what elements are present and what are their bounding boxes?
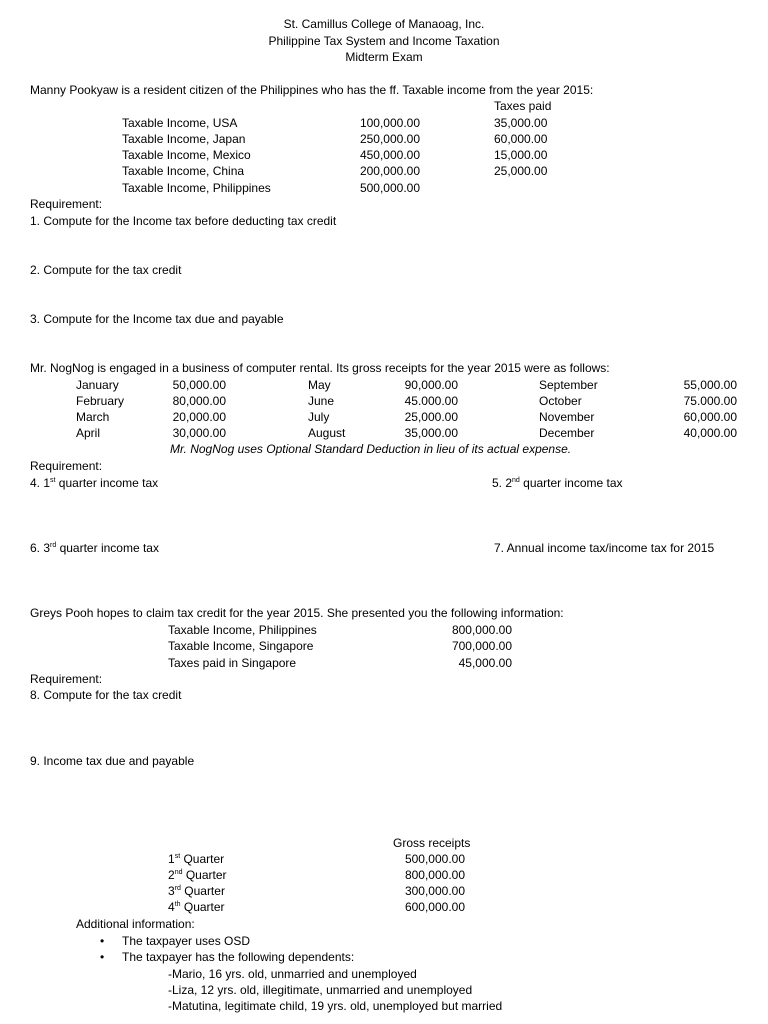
quarter-label: 3rd Quarter (168, 884, 225, 898)
month-value: 50,000.00 (172, 378, 226, 392)
month-label: August (308, 426, 346, 440)
month-label: September (539, 378, 598, 392)
info-value: 700,000.00 (451, 639, 512, 653)
question-4: 4. 1st quarter income tax (30, 476, 159, 490)
exam-title: Midterm Exam (345, 50, 423, 64)
income-label: Taxable Income, China (122, 164, 245, 178)
tax-paid-value: 15,000.00 (494, 148, 548, 162)
quarter-label: 4th Quarter (168, 900, 225, 914)
month-label: December (539, 426, 595, 440)
month-label: November (539, 410, 595, 424)
month-label: February (76, 394, 125, 408)
bullet-item: The taxpayer uses OSD (122, 934, 251, 948)
month-value: 25,000.00 (404, 410, 458, 424)
income-label: Taxable Income, Japan (122, 132, 246, 146)
income-value: 200,000.00 (359, 164, 420, 178)
month-value: 90,000.00 (404, 378, 458, 392)
month-label: July (308, 410, 330, 424)
bullet-item: The taxpayer has the following dependents: (122, 950, 355, 964)
requirement-label: Requirement: (30, 197, 103, 211)
question-8: 8. Compute for the tax credit (30, 688, 182, 702)
month-value: 30,000.00 (172, 426, 226, 440)
info-label: Taxable Income, Singapore (168, 639, 314, 653)
question-1: 1. Compute for the Income tax before deducting tax credit (30, 214, 337, 228)
problem1-intro: Manny Pookyaw is a resident citizen of the Philippines who has the ff. Taxable income from the year 2015: (30, 83, 594, 97)
info-value: 800,000.00 (451, 623, 512, 637)
additional-info-label: Additional information: (76, 917, 195, 931)
month-value: 55,000.00 (683, 378, 737, 392)
quarter-value: 600,000.00 (404, 900, 465, 914)
tax-paid-value: 60,000.00 (494, 132, 548, 146)
dependent-item: -Mario, 16 yrs. old, unmarried and unemployed (168, 967, 417, 981)
requirement-label: Requirement: (30, 672, 103, 686)
income-value: 250,000.00 (359, 132, 420, 146)
question-3: 3. Compute for the Income tax due and payable (30, 312, 284, 326)
quarter-value: 500,000.00 (404, 852, 465, 866)
course-title: Philippine Tax System and Income Taxation (268, 34, 500, 48)
question-2: 2. Compute for the tax credit (30, 263, 182, 277)
question-6: 6. 3rd quarter income tax (30, 541, 159, 555)
month-value: 45.000.00 (404, 394, 458, 408)
info-value: 45,000.00 (458, 656, 512, 670)
income-value: 500,000.00 (359, 181, 420, 195)
income-label: Taxable Income, Philippines (122, 181, 271, 195)
taxes-paid-header: Taxes paid (494, 99, 552, 113)
quarter-label: 1st Quarter (168, 852, 225, 866)
month-value: 75.000.00 (683, 394, 737, 408)
quarter-value: 300,000.00 (404, 884, 465, 898)
tax-paid-value: 35,000.00 (494, 116, 548, 130)
problem3-intro: Greys Pooh hopes to claim tax credit for the year 2015. She presented you the following information: (30, 606, 564, 620)
month-label: April (76, 426, 101, 440)
bullet-icon: • (100, 934, 105, 948)
tax-paid-value: 25,000.00 (494, 164, 548, 178)
bullet-icon: • (100, 950, 105, 964)
income-value: 100,000.00 (359, 116, 420, 130)
month-value: 60,000.00 (683, 410, 737, 424)
quarter-label: 2nd Quarter (168, 868, 227, 882)
info-label: Taxes paid in Singapore (168, 656, 297, 670)
question-5: 5. 2nd quarter income tax (492, 476, 623, 490)
month-label: March (76, 410, 110, 424)
month-label: January (76, 378, 119, 392)
question-7: 7. Annual income tax/income tax for 2015 (494, 541, 715, 555)
quarter-value: 800,000.00 (404, 868, 465, 882)
month-value: 40,000.00 (683, 426, 737, 440)
osd-note: Mr. NogNog uses Optional Standard Deduction in lieu of its actual expense. (170, 442, 572, 456)
question-9: 9. Income tax due and payable (30, 754, 195, 768)
income-label: Taxable Income, Mexico (122, 148, 251, 162)
month-value: 35,000.00 (404, 426, 458, 440)
dependent-item: -Matutina, legitimate child, 19 yrs. old, unemployed but married (168, 999, 503, 1013)
dependent-item: -Liza, 12 yrs. old, illegitimate, unmarried and unemployed (168, 983, 473, 997)
month-value: 80,000.00 (172, 394, 226, 408)
income-label: Taxable Income, USA (122, 116, 238, 130)
month-value: 20,000.00 (172, 410, 226, 424)
info-label: Taxable Income, Philippines (168, 623, 317, 637)
gross-receipts-header: Gross receipts (393, 836, 471, 850)
school-name: St. Camillus College of Manaoag, Inc. (283, 17, 485, 31)
income-value: 450,000.00 (359, 148, 420, 162)
requirement-label: Requirement: (30, 459, 103, 473)
month-label: October (539, 394, 582, 408)
problem2-intro: Mr. NogNog is engaged in a business of computer rental. Its gross receipts for the year 2015 were as follows: (30, 361, 610, 375)
month-label: June (308, 394, 335, 408)
month-label: May (308, 378, 331, 392)
